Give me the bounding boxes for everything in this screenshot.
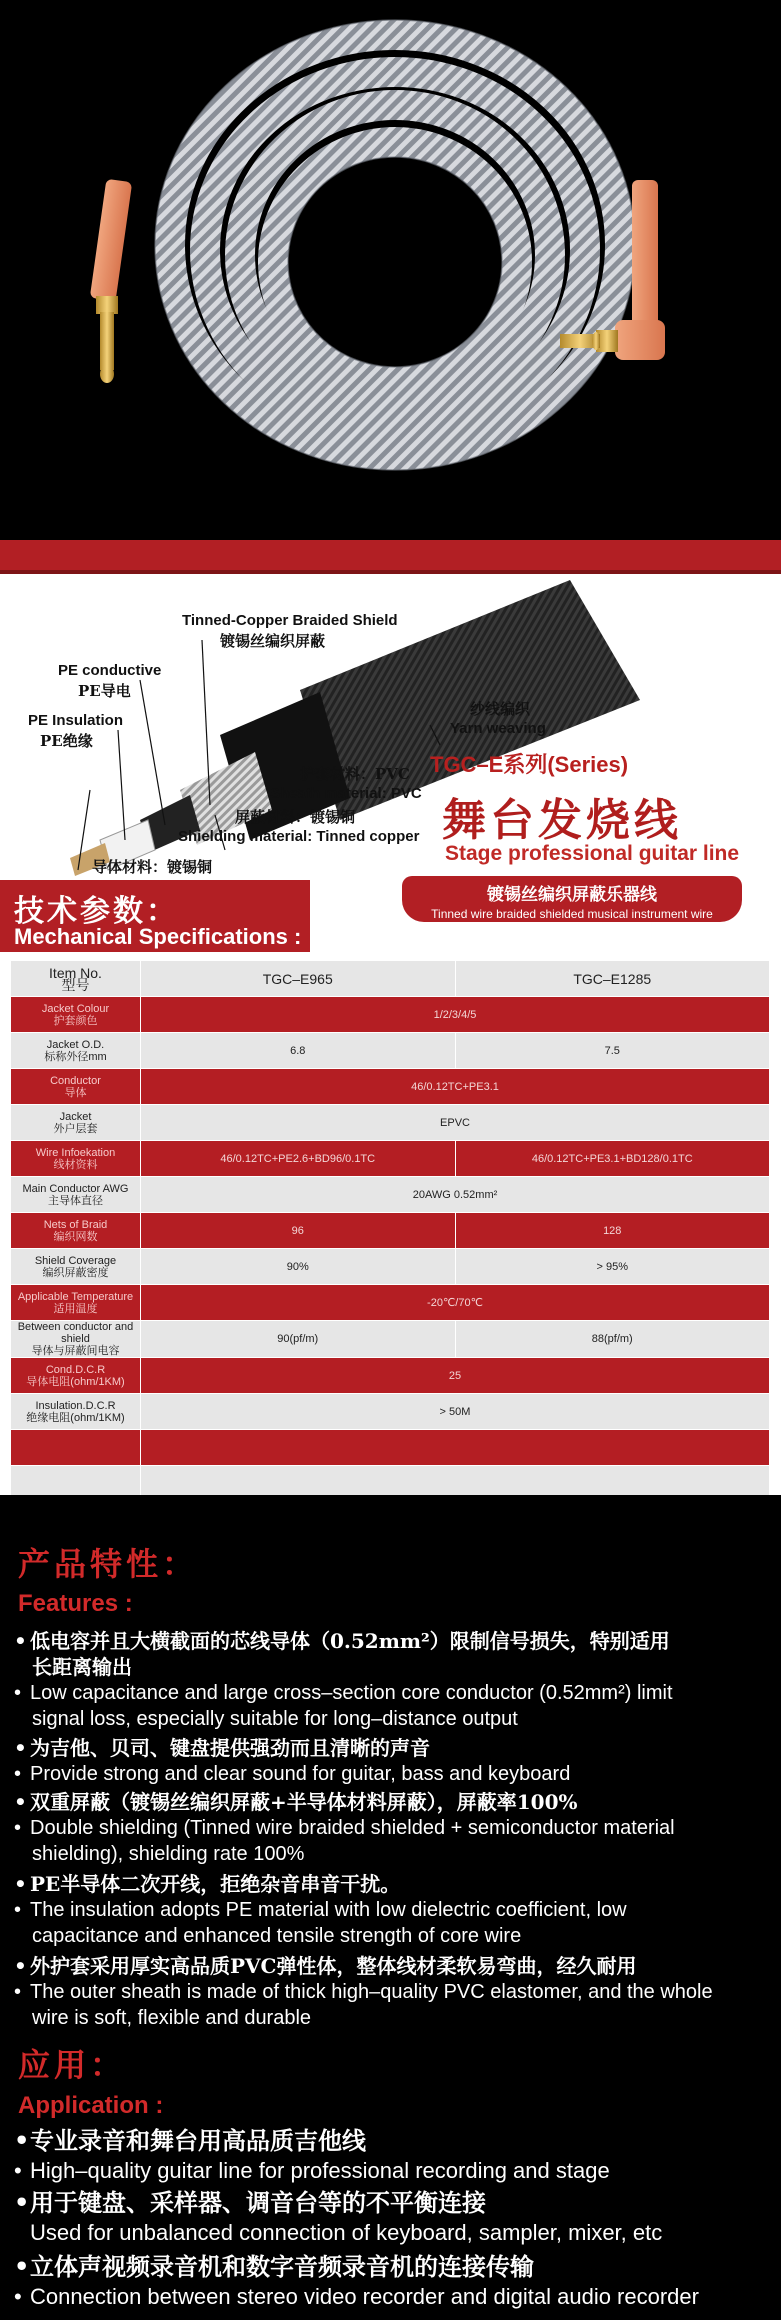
row-value: -20℃/70℃ — [141, 1285, 770, 1321]
row-value-col2: > 95% — [455, 1249, 770, 1285]
spec-heading — [0, 880, 310, 952]
pe-insulation-label-cn: PE绝缘 — [40, 732, 93, 750]
application-item-cn: •用于键盘、采样器、调音台等的不平衡连接 — [14, 2188, 486, 2217]
feature-item-cn: • 双重屏蔽（镀锡丝编织屏蔽+半导体材料屏蔽），屏蔽率100% — [14, 1790, 578, 1814]
pe-conductive-label-en: PE conductive — [58, 662, 162, 679]
table-row — [11, 1394, 770, 1430]
badge-text-cn: 镀锡丝编织屏蔽乐器线 — [487, 885, 657, 905]
feature-text: 双重屏蔽（镀锡丝编织屏蔽+半导体材料屏蔽），屏蔽率100% — [30, 1790, 578, 1814]
row-label-en: Wire Infoekation — [35, 1146, 116, 1159]
row-value: 1/2/3/4/5 — [141, 997, 770, 1033]
feature-text: Double shielding (Tinned wire braided shielded + semiconductor material — [30, 1817, 675, 1839]
feature-item-cn: • PE半导体二次开线，拒绝杂音串音干扰。 — [14, 1872, 401, 1896]
row-value-col2: 7.5 — [455, 1033, 770, 1069]
conductor-label-cn: 导体材料：镀锡铜 — [92, 858, 213, 876]
application-item-cn: •立体声视频录音机和数字音频录音机的连接传输 — [14, 2252, 534, 2281]
row-label-cn: 外户层套 — [53, 1122, 98, 1135]
table-row — [11, 1141, 770, 1177]
row-label-en: Insulation.D.C.R — [35, 1399, 116, 1412]
row-value-col1: 96 — [141, 1213, 456, 1249]
row-value-col2: 46/0.12TC+PE3.1+BD128/0.1TC — [455, 1141, 770, 1177]
table-row — [11, 997, 770, 1033]
application-item-cn: •专业录音和舞台用高品质吉他线 — [14, 2126, 366, 2155]
feature-text: capacitance and enhanced tensile strength of core wire — [32, 1925, 522, 1947]
application-heading-cn: 应用： — [18, 2046, 127, 2084]
row-label — [11, 1141, 141, 1177]
row-value-col2: 88(pf/m) — [455, 1321, 770, 1358]
spec-heading-en: Mechanical Specifications : — [14, 924, 302, 949]
feature-text: signal loss, especially suitable for long–distance output — [32, 1708, 518, 1730]
row-value: EPVC — [141, 1105, 770, 1141]
row-label-en: Jacket O.D. — [46, 1038, 105, 1051]
table-row — [11, 1105, 770, 1141]
braided-shield-label-cn: 镀锡丝编织屏蔽 — [220, 632, 326, 650]
row-label-en: Jacket Colour — [41, 1002, 110, 1015]
application-text: 专业录音和舞台用高品质吉他线 — [30, 2126, 366, 2155]
row-label-cn: 标称外径mm — [44, 1050, 107, 1063]
row-value-col1: 90% — [141, 1249, 456, 1285]
row-value-col2: 128 — [455, 1213, 770, 1249]
header-label-cn: 型号 — [61, 976, 90, 993]
row-label — [11, 1285, 141, 1321]
feature-text: 外护套采用厚实高品质PVC弹性体，整体线材柔软易弯曲，经久耐用 — [30, 1954, 637, 1978]
shielding-label-en: Shielding material: Tinned copper — [178, 828, 420, 845]
feature-text: The outer sheath is made of thick high–quality PVC elastomer, and the whole — [30, 1981, 713, 2003]
row-label-en: Nets of Braid — [43, 1218, 108, 1231]
table-row — [11, 1249, 770, 1285]
sheath-label-en: Sheath material: PVC — [270, 785, 422, 802]
row-label-en: Cond.D.C.R — [45, 1363, 106, 1376]
feature-item-en: • Double shielding (Tinned wire braided shielded + semiconductor material shielding), shielding rate 100% — [14, 1815, 774, 1867]
feature-item-en: • The insulation adopts PE material with low dielectric coefficient, low capacitance and enhanced tensile strength of core wire — [14, 1897, 774, 1949]
header-label-cell — [11, 961, 141, 997]
application-item-en: • High–quality guitar line for professional recording and stage — [14, 2158, 610, 2183]
product-badge — [402, 876, 742, 922]
row-label-cn: 适用温度 — [53, 1302, 98, 1315]
feature-text: Low capacitance and large cross–section core conductor (0.52mm²) limit — [30, 1682, 673, 1704]
row-label-en: Shield Coverage — [34, 1254, 117, 1267]
table-row — [11, 1358, 770, 1394]
table-row — [11, 1321, 770, 1358]
row-label — [11, 1358, 141, 1394]
row-label-cn: 编织网数 — [53, 1230, 98, 1243]
badge-text-en: Tinned wire braided shielded musical instrument wire — [431, 907, 713, 921]
row-label-cn: 导体电阻(ohm/1KM) — [26, 1375, 125, 1388]
row-label-en: Conductor — [50, 1074, 101, 1087]
series-label: TGC–E系列(Series) — [430, 752, 629, 777]
row-label — [11, 1213, 141, 1249]
table-row-empty — [11, 1430, 770, 1466]
coiled-cable-illustration — [0, 0, 781, 540]
row-label-en: Main Conductor AWG — [22, 1182, 129, 1195]
feature-text: 长距离输出 — [32, 1655, 132, 1679]
row-label — [11, 1394, 141, 1430]
application-text: High–quality guitar line for professional recording and stage — [30, 2158, 610, 2183]
features-heading-cn: 产品特性： — [18, 1545, 199, 1583]
feature-text: Provide strong and clear sound for guitar, bass and keyboard — [30, 1763, 571, 1785]
straight-jack-plug — [90, 179, 132, 383]
features-section — [0, 1495, 781, 2320]
table-row — [11, 1033, 770, 1069]
row-label — [11, 1321, 141, 1358]
row-value: 20AWG 0.52mm² — [141, 1177, 770, 1213]
row-label — [11, 1249, 141, 1285]
row-label-cn: 导体 — [64, 1086, 87, 1099]
feature-item-en: • Provide strong and clear sound for guitar, bass and keyboard — [14, 1763, 571, 1785]
feature-text: wire is soft, flexible and durable — [32, 2007, 312, 2029]
feature-item-cn: • 低电容并且大横截面的芯线导体（0.52mm²）限制信号损失，特别适用 长距离输出 — [14, 1628, 774, 1680]
row-label-en: Between conductor and shield — [17, 1321, 134, 1345]
row-label — [11, 1069, 141, 1105]
table-row — [11, 1177, 770, 1213]
row-label — [11, 1177, 141, 1213]
row-label-cn: 绝缘电阻(ohm/1KM) — [26, 1411, 125, 1424]
spec-heading-cn: 技术参数： — [14, 894, 179, 929]
application-text: Connection between stereo video recorder and digital audio recorder — [30, 2284, 699, 2309]
header-col2: TGC–E1285 — [455, 961, 770, 997]
feature-item-en: • Low capacitance and large cross–section core conductor (0.52mm²) limit signal loss, especially suitable for long–distance output — [14, 1680, 774, 1732]
feature-text: 低电容并且大横截面的芯线导体（0.52mm²）限制信号损失，特别适用 — [30, 1629, 670, 1653]
row-value: 46/0.12TC+PE3.1 — [141, 1069, 770, 1105]
row-label-cn: 主导体直径 — [48, 1194, 103, 1207]
table-row — [11, 1285, 770, 1321]
row-label-cn: 编织屏蔽密度 — [42, 1266, 109, 1279]
feature-item-cn: • 外护套采用厚实高品质PVC弹性体，整体线材柔软易弯曲，经久耐用 — [14, 1954, 637, 1978]
features-heading-en: Features : — [18, 1590, 133, 1617]
yarn-label-en: Yarn weaving — [450, 720, 546, 737]
table-row — [11, 1069, 770, 1105]
hero-cable-image — [0, 0, 781, 540]
table-header-row — [11, 961, 770, 997]
spec-table — [10, 960, 770, 1502]
feature-text: PE半导体二次开线，拒绝杂音串音干扰。 — [30, 1872, 401, 1896]
braided-shield-label-en: Tinned-Copper Braided Shield — [182, 612, 398, 629]
row-value: 25 — [141, 1358, 770, 1394]
feature-text: shielding), shielding rate 100% — [32, 1843, 305, 1865]
header-label-en: Item No. — [49, 964, 102, 981]
product-title-en: Stage professional guitar line — [445, 842, 740, 865]
shielding-label-cn: 屏蔽材料：镀锡铜 — [235, 808, 356, 826]
pe-insulation-label-en: PE Insulation — [28, 712, 124, 729]
row-label — [11, 1105, 141, 1141]
table-row — [11, 1213, 770, 1249]
sheath-label-cn: 护套材料：PVC — [300, 765, 410, 783]
feature-text: 为吉他、贝司、键盘提供强劲而且清晰的声音 — [30, 1736, 430, 1760]
feature-item-en: • The outer sheath is made of thick high–quality PVC elastomer, and the whole wire is soft, flexible and durable — [14, 1979, 774, 2031]
application-text: 立体声视频录音机和数字音频录音机的连接传输 — [30, 2252, 534, 2281]
row-value: > 50M — [141, 1394, 770, 1430]
row-label-cn: 导体与屏蔽间电容 — [31, 1345, 120, 1357]
application-text: 用于键盘、采样器、调音台等的不平衡连接 — [30, 2188, 486, 2217]
pe-conductive-label-cn: PE导电 — [78, 682, 131, 700]
application-text: Used for unbalanced connection of keyboard, sampler, mixer, etc — [30, 2220, 663, 2245]
feature-text: The insulation adopts PE material with low dielectric coefficient, low — [30, 1899, 627, 1921]
empty-cell — [11, 1430, 141, 1466]
product-title-cn: 舞台发烧线 — [442, 795, 682, 846]
application-item-en: • Connection between stereo video recorder and digital audio recorder — [14, 2284, 699, 2309]
application-item-en — [14, 2219, 774, 2247]
empty-cell — [141, 1430, 770, 1466]
header-col1: TGC–E965 — [141, 961, 456, 997]
row-label — [11, 1033, 141, 1069]
application-heading-en: Application : — [18, 2092, 164, 2119]
row-label-en: Applicable Temperature — [17, 1290, 134, 1303]
row-label-cn: 护套颜色 — [53, 1014, 98, 1027]
feature-item-cn: • 为吉他、贝司、键盘提供强劲而且清晰的声音 — [14, 1736, 430, 1760]
row-label — [11, 997, 141, 1033]
row-value-col1: 90(pf/m) — [141, 1321, 456, 1358]
row-value-col1: 46/0.12TC+PE2.6+BD96/0.1TC — [141, 1141, 456, 1177]
row-value-col1: 6.8 — [141, 1033, 456, 1069]
yarn-label-cn: 纱线编织 — [470, 700, 531, 718]
row-label-en: Jacket — [59, 1110, 92, 1123]
row-label-cn: 线材资料 — [53, 1158, 98, 1171]
spec-table-section — [0, 960, 781, 1495]
